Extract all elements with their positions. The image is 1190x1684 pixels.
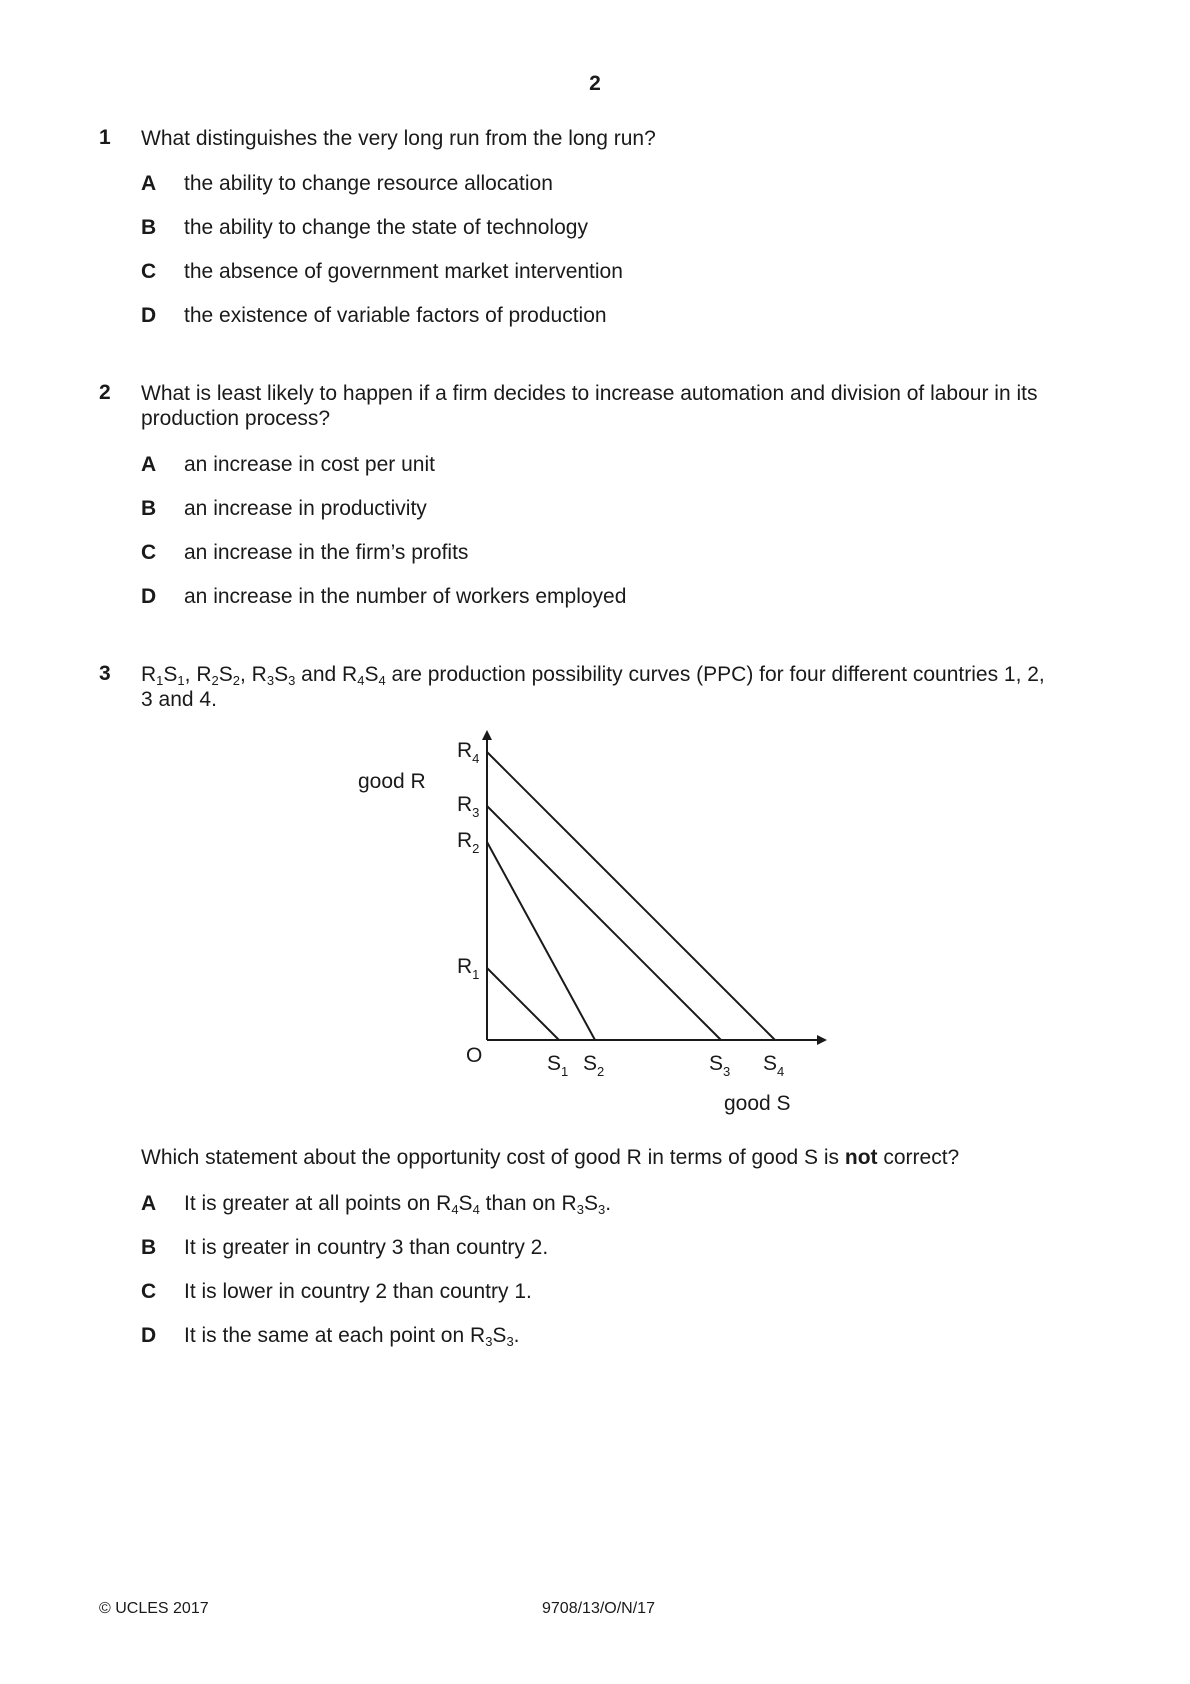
option-text: It is lower in country 2 than country 1.	[184, 1280, 532, 1303]
intercept-label-s1: $S_1$	[547, 1052, 569, 1079]
option-letter: B	[141, 1236, 157, 1259]
question-1-option-c	[141, 259, 623, 284]
question-1-option-b	[141, 215, 588, 240]
question-1-option-d	[141, 303, 607, 328]
option-letter: C	[141, 260, 157, 283]
option-letter: D	[141, 304, 157, 327]
option-letter: A	[141, 453, 157, 476]
question-3-option-a	[141, 1191, 611, 1216]
ppc-curve-r3s3	[487, 806, 721, 1040]
question-3-stem: Which statement about the opportunity cost of good R in terms of good S is not correct?	[141, 1146, 960, 1169]
origin-label: O	[466, 1044, 483, 1067]
question-2-number: 2	[99, 381, 111, 404]
intercept-label-r2: $R_2$	[457, 829, 480, 856]
option-text: an increase in the number of workers employed	[184, 585, 627, 608]
footer-copyright: © UCLES 2017	[99, 1600, 209, 1617]
curve-label-r4s4: $R_4S_4$	[342, 663, 386, 688]
question-3-number: 3	[99, 662, 111, 685]
question-2-text-line1: What is least likely to happen if a firm decides to increase automation and division of labour in its	[141, 382, 1038, 405]
option-text: It is greater at all points on $R_4S_4$ than on $R_3S_3$.	[184, 1192, 612, 1217]
curve-label-r3s3: $R_3S_3$	[251, 663, 296, 688]
ppc-curve-r1s1	[487, 968, 559, 1040]
question-2-option-d	[141, 584, 626, 609]
curves	[487, 752, 775, 1040]
intercept-label-s4: $S_4$	[763, 1052, 785, 1079]
question-2-text	[141, 381, 1096, 431]
option-letter: B	[141, 216, 157, 239]
question-2-option-b	[141, 496, 427, 521]
option-text: the ability to change resource allocation	[184, 172, 553, 195]
ppc-curve-r2s2	[487, 842, 595, 1040]
option-text: It is greater in country 3 than country 2.	[184, 1236, 549, 1259]
y-axis-label: good R	[358, 770, 426, 793]
curve-label-r1s1: $R_1S_1$	[141, 663, 185, 688]
question-3-option-b	[141, 1235, 548, 1260]
question-3-option-d	[141, 1323, 520, 1348]
question-3-intro	[141, 662, 1096, 712]
footer-exam-code: 9708/13/O/N/17	[542, 1600, 655, 1617]
axes	[487, 732, 825, 1040]
option-text: the ability to change the state of technology	[184, 216, 588, 239]
question-2-option-a	[141, 452, 435, 477]
ppc-chart	[0, 720, 1190, 1170]
labels	[358, 739, 791, 1115]
question-2-text-line2: production process?	[141, 407, 331, 430]
intercept-label-r3: $R_3$	[457, 793, 480, 820]
option-letter: D	[141, 1324, 157, 1347]
question-3-intro-line1: $R_1S_1$, $R_2S_2$, $R_3S_3$ and $R_4S_4$ are production possibility curves (PPC) for four different countries 1, 2,	[141, 663, 1045, 688]
question-2-option-c	[141, 540, 468, 565]
option-letter: A	[141, 1192, 157, 1215]
option-text: the existence of variable factors of production	[184, 304, 607, 327]
option-letter: B	[141, 497, 157, 520]
question-3-option-c	[141, 1279, 532, 1304]
question-1-number: 1	[99, 126, 111, 149]
ppc-curve-r4s4	[487, 752, 775, 1040]
question-3-intro-line2: 3 and 4.	[141, 688, 217, 711]
x-axis-label: good S	[724, 1092, 791, 1115]
option-text: an increase in cost per unit	[184, 453, 435, 476]
intercept-label-s2: $S_2$	[583, 1052, 605, 1079]
option-letter: D	[141, 585, 157, 608]
intercept-label-r4: $R_4$	[457, 739, 480, 766]
curve-label-r2s2: $R_2S_2$	[196, 663, 240, 688]
option-letter: A	[141, 172, 157, 195]
option-text: an increase in the firm’s profits	[184, 541, 469, 564]
option-letter: C	[141, 541, 157, 564]
intercept-label-r1: $R_1$	[457, 955, 480, 982]
question-1-option-a	[141, 171, 553, 196]
question-1-text: What distinguishes the very long run from the long run?	[141, 127, 656, 150]
option-letter: C	[141, 1280, 157, 1303]
intercept-label-s3: $S_3$	[709, 1052, 731, 1079]
option-text: an increase in productivity	[184, 497, 427, 520]
option-text: It is the same at each point on $R_3S_3$.	[184, 1324, 520, 1349]
page-number: 2	[589, 72, 601, 95]
option-text: the absence of government market intervention	[184, 260, 623, 283]
